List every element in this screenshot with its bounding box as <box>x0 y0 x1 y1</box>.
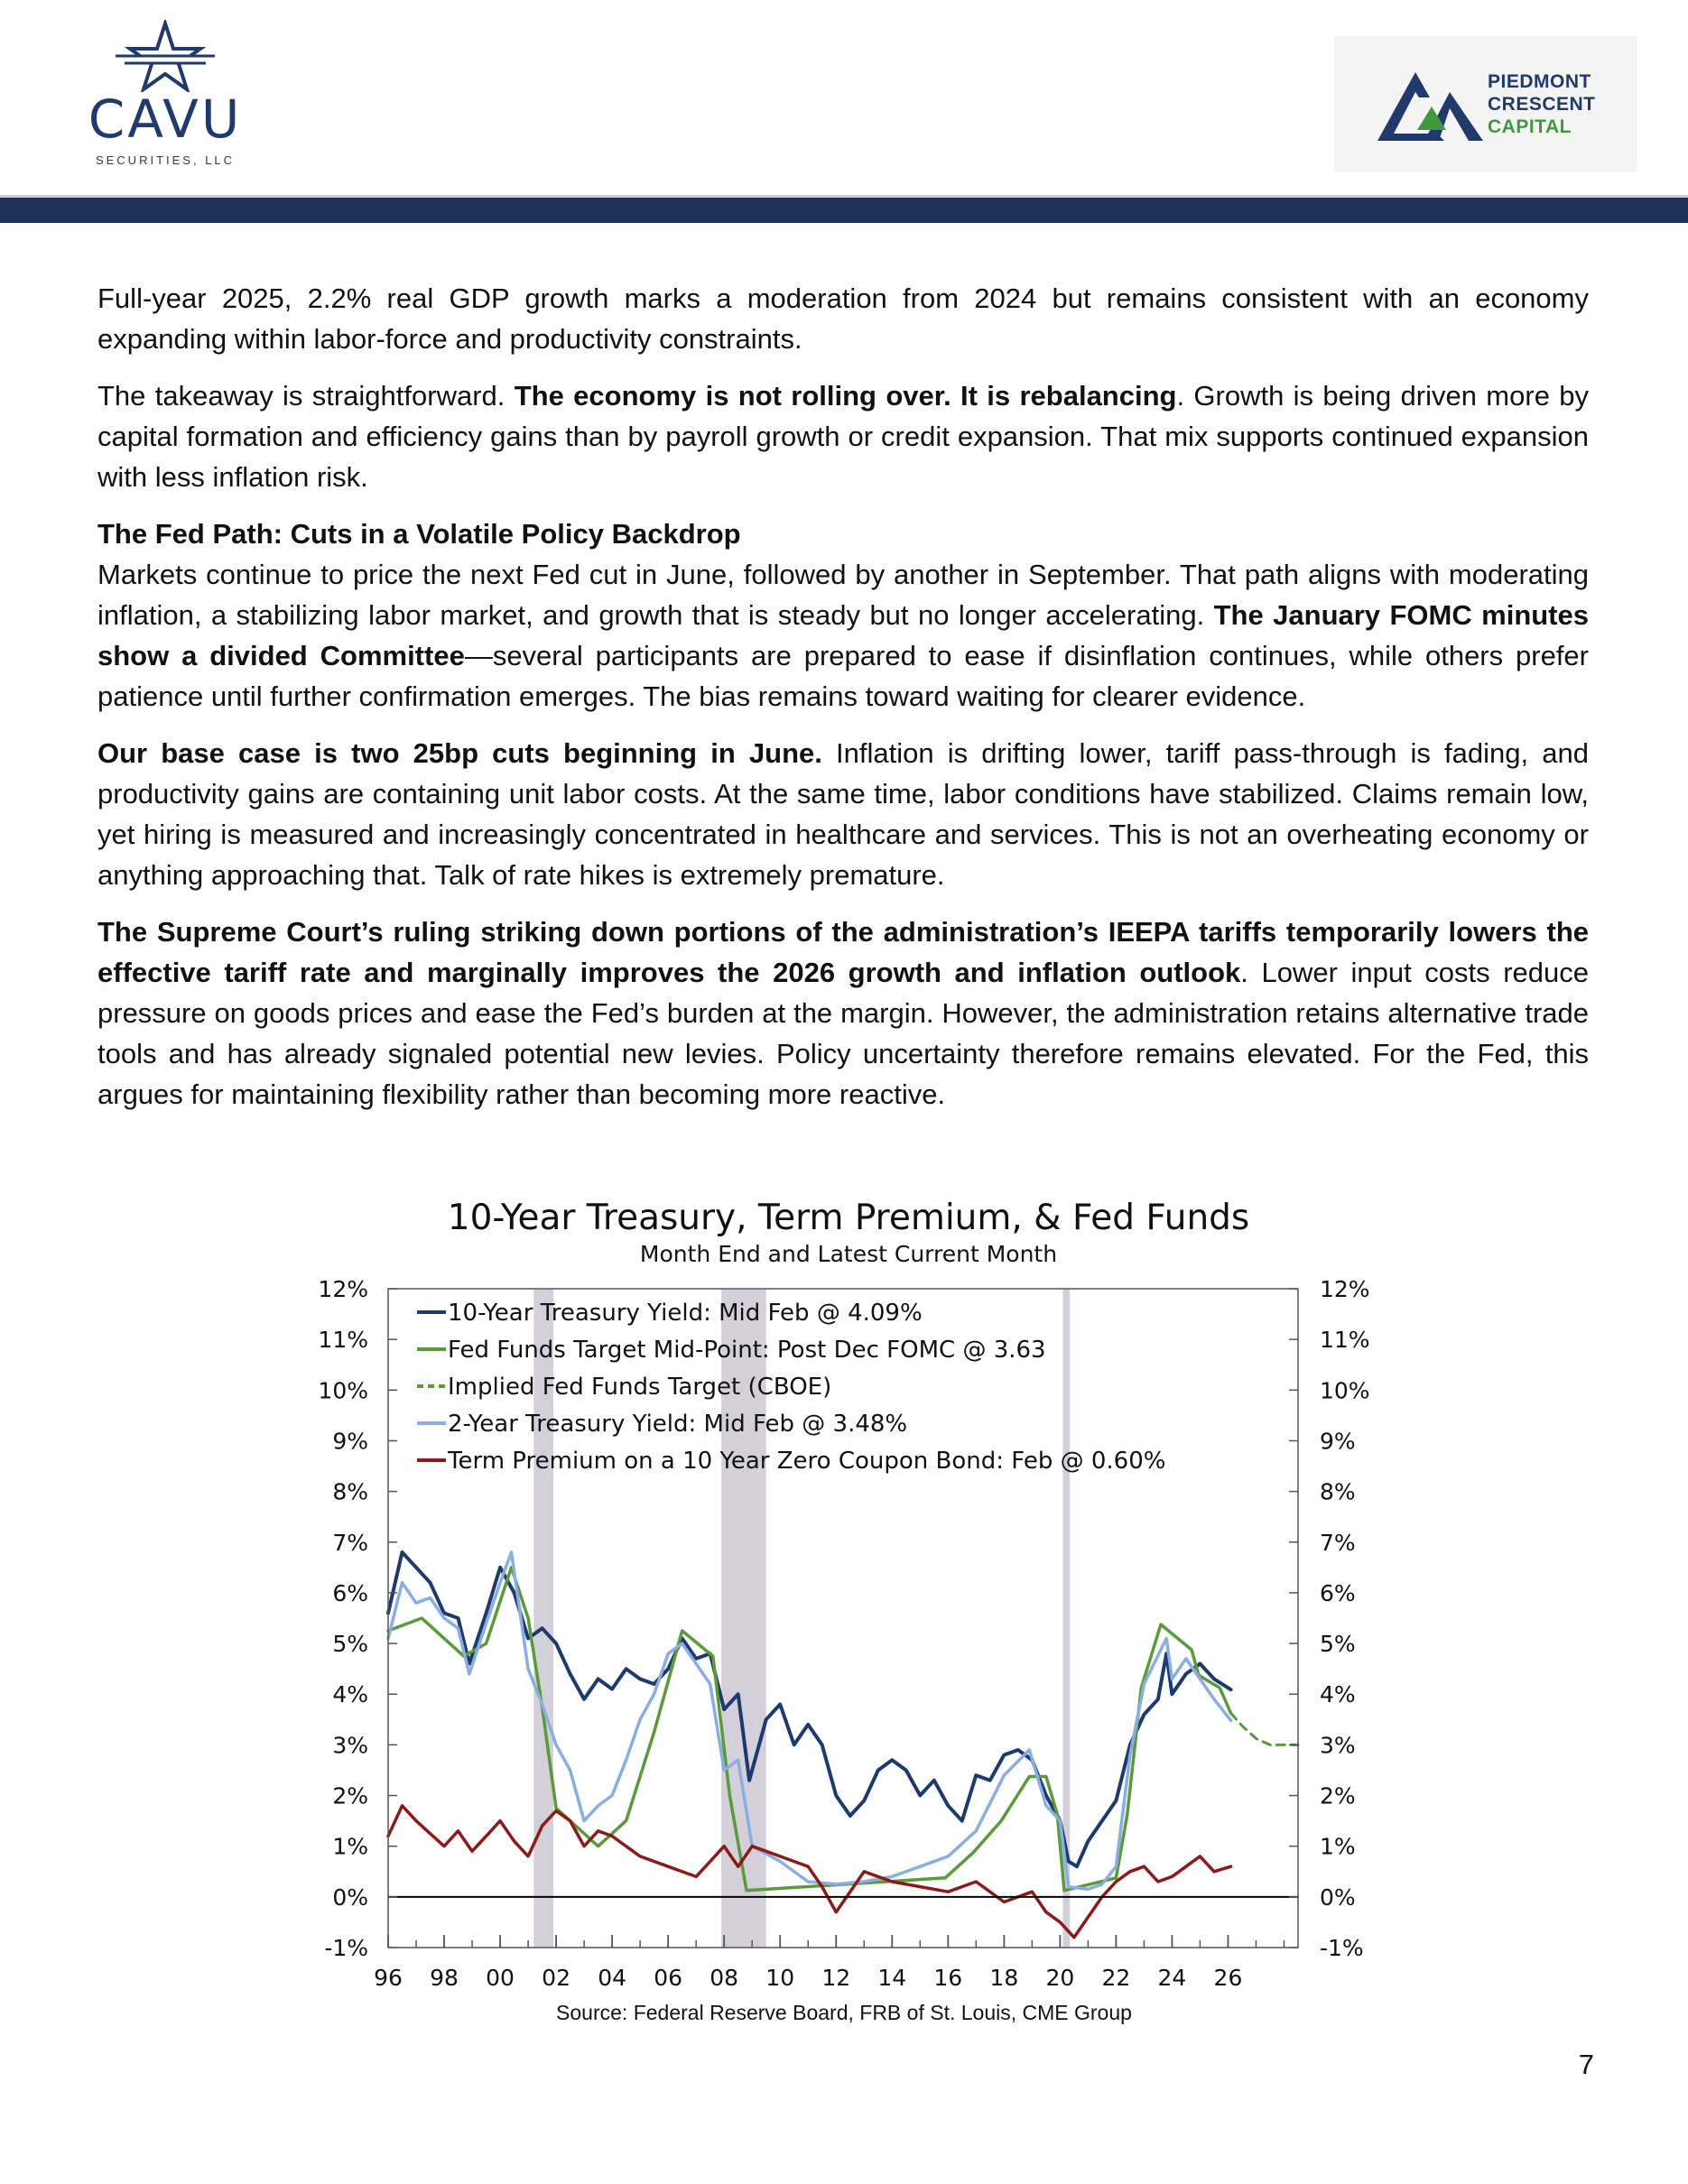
y-tick-label-left: 5% <box>332 1631 368 1658</box>
x-tick-label: 06 <box>654 1965 683 1991</box>
y-tick-label-right: 8% <box>1320 1478 1356 1505</box>
supreme-court-bold: The Supreme Court’s ruling striking down portions of the administration’s IEEPA tariffs temporarily lowers the effective tariff rate and marginally improves the 2026 growth and inflation outlook <box>97 916 1589 988</box>
x-tick-label: 20 <box>1045 1965 1075 1991</box>
series-line-4 <box>388 1806 1231 1938</box>
chart-canvas <box>271 1182 1426 2031</box>
x-tick-label: 00 <box>486 1965 515 1991</box>
pcc-line-3: CAPITAL <box>1488 116 1572 137</box>
y-tick-label-left: 6% <box>332 1579 368 1606</box>
x-tick-label: 08 <box>710 1965 739 1991</box>
takeaway-rest: . Growth is being driven more by capital formation and efficiency gains than by payroll growth or credit expansion. That mix supports continued expansion with less inflation risk. <box>97 380 1589 493</box>
paragraph-base-case <box>97 733 1589 895</box>
legend-label-1: Fed Funds Target Mid-Point: Post Dec FOMC @ 3.63 <box>448 1337 1046 1364</box>
x-tick-label: 26 <box>1213 1965 1243 1991</box>
x-tick-label: 98 <box>430 1965 459 1991</box>
supreme-court-rest: . Lower input costs reduce pressure on goods prices and ease the Fed’s burden at the margin. However, the administration retains alternative trade tools and has already signaled potential new levies. Policy uncertainty therefore remains elevated. For the Fed, this argues for maintaining flexibility rather than becoming more reactive. <box>97 957 1589 1110</box>
x-tick-label: 12 <box>821 1965 851 1991</box>
fed-path-lead: Markets continue to price the next Fed cut in June, followed by another in September. That path aligns with moderating inflation, a stabilizing labor market, and growth that is steady but no longer accelerating. <box>97 559 1589 631</box>
header-divider-bar <box>0 195 1688 223</box>
series-line-0 <box>388 1552 1231 1866</box>
takeaway-bold: The economy is not rolling over. It is rebalancing <box>514 380 1177 412</box>
cavu-securities-logo <box>79 20 251 169</box>
pcc-line-1: PIEDMONT <box>1488 71 1591 92</box>
fed-path-bold: The January FOMC minutes show a divided Committee <box>97 599 1589 671</box>
x-tick-label: 22 <box>1101 1965 1131 1991</box>
paragraph-fed-path <box>97 554 1589 717</box>
y-tick-label-left: 0% <box>332 1883 368 1911</box>
y-tick-label-right: 0% <box>1320 1883 1356 1911</box>
x-tick-label: 18 <box>989 1965 1019 1991</box>
star-icon <box>79 20 251 92</box>
y-tick-label-right: -1% <box>1320 1935 1364 1961</box>
y-tick-label-right: 12% <box>1320 1276 1370 1302</box>
legend-label-4: Term Premium on a 10 Year Zero Coupon Bond: Feb @ 0.60% <box>448 1448 1166 1475</box>
x-tick-label: 10 <box>765 1965 795 1991</box>
cavu-subtitle: SECURITIES, LLC <box>95 153 236 167</box>
paragraph-gdp <box>97 278 1589 359</box>
y-tick-label-right: 11% <box>1320 1327 1370 1354</box>
y-tick-label-right: 5% <box>1320 1631 1356 1658</box>
page-number: 7 <box>1578 2049 1594 2080</box>
x-tick-label: 14 <box>877 1965 907 1991</box>
pcc-wordmark <box>1488 70 1596 138</box>
legend-label-3: 2-Year Treasury Yield: Mid Feb @ 3.48% <box>448 1411 908 1438</box>
y-tick-label-left: 4% <box>332 1681 368 1708</box>
y-tick-label-left: 12% <box>318 1276 368 1302</box>
chart-source: Source: Federal Reserve Board, FRB of St. Louis, CME Group <box>556 2001 1132 2024</box>
y-tick-label-right: 1% <box>1320 1833 1356 1860</box>
takeaway-lead: The takeaway is straightforward. <box>97 380 515 412</box>
chart-subtitle: Month End and Latest Current Month <box>639 1241 1058 1267</box>
chart-title: 10-Year Treasury, Term Premium, & Fed Funds <box>447 1198 1250 1238</box>
page-header <box>0 0 1688 224</box>
piedmont-crescent-capital-logo <box>1334 36 1637 171</box>
y-tick-label-left: 7% <box>332 1529 368 1556</box>
mountain-logo-icon <box>1374 65 1487 144</box>
x-tick-label: 24 <box>1157 1965 1187 1991</box>
y-tick-label-left: 2% <box>332 1782 368 1809</box>
paragraph-takeaway <box>97 375 1589 497</box>
paragraph-gdp-text: Full-year 2025, 2.2% real GDP growth marks a moderation from 2024 but remains consistent with an economy expanding within labor-force and productivity constraints. <box>97 282 1589 355</box>
x-tick-label: 04 <box>598 1965 627 1991</box>
x-tick-label: 02 <box>542 1965 570 1991</box>
y-tick-label-right: 10% <box>1320 1377 1370 1404</box>
base-case-rest: Inflation is drifting lower, tariff pass-through is fading, and productivity gains are containing unit labor costs. At the same time, labor conditions have stabilized. Claims remain low, yet hiring is measured and increasingly concentrated in healthcare and services. This is not an overheating economy or anything approaching that. Talk of rate hikes is extremely premature. <box>97 737 1589 891</box>
y-tick-label-right: 7% <box>1320 1529 1356 1556</box>
y-tick-label-right: 3% <box>1320 1732 1356 1759</box>
y-tick-label-left: -1% <box>324 1935 368 1961</box>
section-heading-fed-path: The Fed Path: Cuts in a Volatile Policy Backdrop <box>97 518 741 550</box>
y-tick-label-right: 2% <box>1320 1782 1356 1809</box>
y-tick-label-right: 6% <box>1320 1579 1356 1606</box>
cavu-wordmark: CAVU <box>88 88 243 150</box>
x-tick-label: 96 <box>374 1965 403 1991</box>
y-tick-label-left: 1% <box>332 1833 368 1860</box>
y-tick-label-left: 9% <box>332 1428 368 1455</box>
legend-label-0: 10-Year Treasury Yield: Mid Feb @ 4.09% <box>448 1300 923 1327</box>
pcc-line-2: CRESCENT <box>1488 94 1596 115</box>
article-body <box>97 278 1589 1131</box>
y-tick-label-right: 9% <box>1320 1428 1356 1455</box>
x-tick-label: 16 <box>933 1965 963 1991</box>
treasury-term-premium-chart <box>271 1182 1426 2031</box>
paragraph-supreme-court <box>97 912 1589 1115</box>
y-tick-label-left: 10% <box>318 1377 368 1404</box>
series-line-2 <box>1231 1713 1298 1744</box>
y-tick-label-left: 3% <box>332 1732 368 1759</box>
fed-path-rest: —several participants are prepared to ease if disinflation continues, while others prefer patience until further confirmation emerges. The bias remains toward waiting for clearer evidence. <box>97 640 1589 712</box>
y-tick-label-right: 4% <box>1320 1681 1356 1708</box>
y-tick-label-left: 11% <box>318 1327 368 1354</box>
legend-label-2: Implied Fed Funds Target (CBOE) <box>448 1374 832 1401</box>
y-tick-label-left: 8% <box>332 1478 368 1505</box>
base-case-bold: Our base case is two 25bp cuts beginning in June. <box>97 737 822 769</box>
series-line-3 <box>388 1552 1231 1889</box>
